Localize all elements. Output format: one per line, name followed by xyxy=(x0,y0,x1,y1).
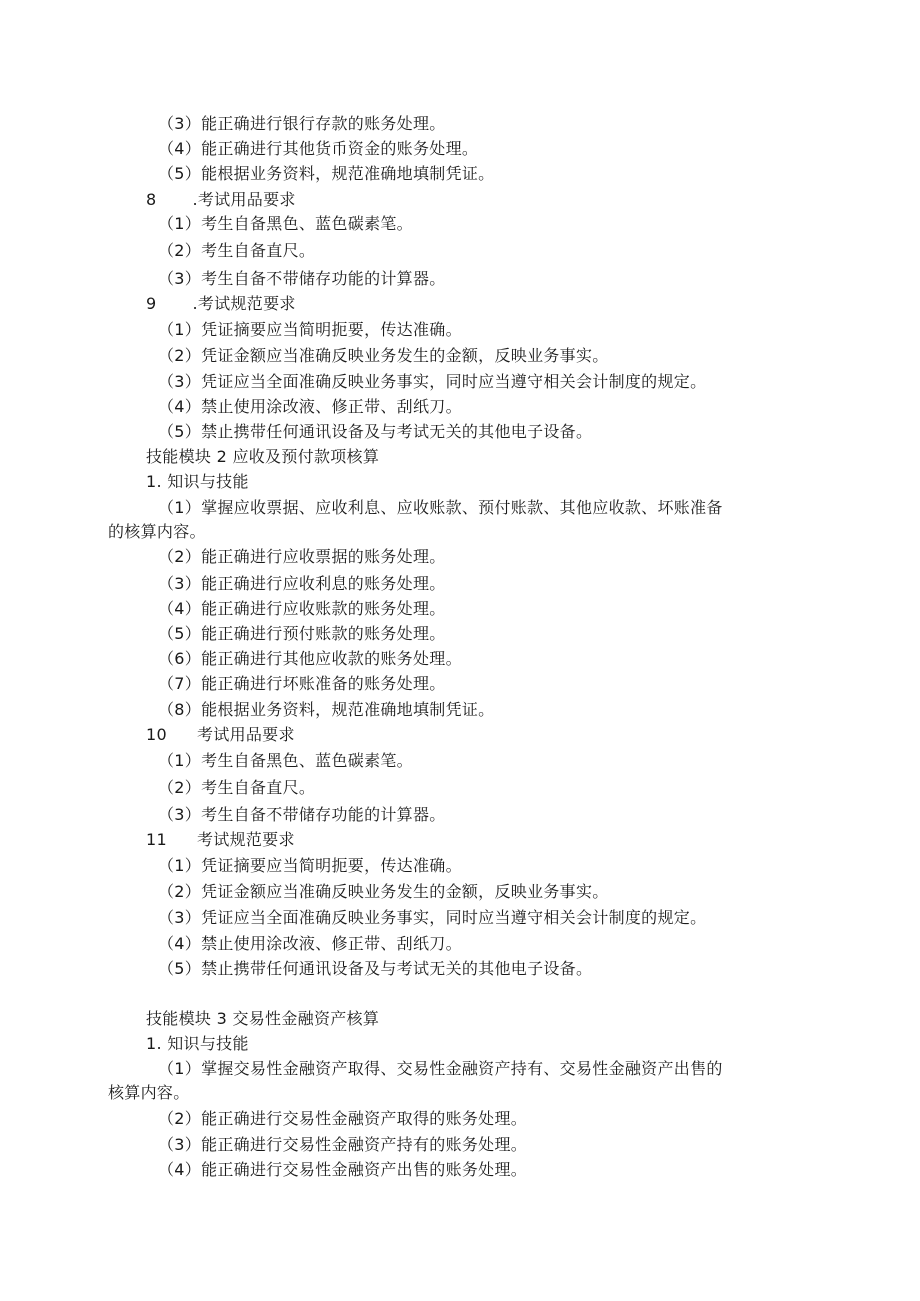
list-item: （2）能正确进行交易性金融资产取得的账务处理。 xyxy=(158,1109,528,1128)
section-heading xyxy=(146,189,296,211)
list-item: （4）禁止使用涂改液、修正带、刮纸刀。 xyxy=(158,397,462,416)
list-item-continuation: 核算内容。 xyxy=(108,1083,190,1102)
list-item: （3）考生自备不带储存功能的计算器。 xyxy=(158,269,446,288)
list-item: （4）能正确进行其他货币资金的账务处理。 xyxy=(158,139,479,158)
module-title: 技能模块 3 交易性金融资产核算 xyxy=(146,1009,380,1028)
list-item: （3）凭证应当全面准确反映业务事实，同时应当遵守相关会计制度的规定。 xyxy=(158,372,707,391)
list-item: （6）能正确进行其他应收款的账务处理。 xyxy=(158,649,462,668)
heading-text: .考试用品要求 xyxy=(192,190,296,209)
heading-number: 8 xyxy=(146,190,157,209)
list-item: （4）能正确进行交易性金融资产出售的账务处理。 xyxy=(158,1160,528,1179)
list-item: （4）能正确进行应收账款的账务处理。 xyxy=(158,599,446,618)
list-item: （5）禁止携带任何通讯设备及与考试无关的其他电子设备。 xyxy=(158,422,593,441)
list-item: （1）掌握应收票据、应收利息、应收账款、预付账款、其他应收款、坏账准备 xyxy=(158,498,723,517)
list-item: （2）凭证金额应当准确反映业务发生的金额，反映业务事实。 xyxy=(158,346,609,365)
list-item: （5）能根据业务资料，规范准确地填制凭证。 xyxy=(158,164,495,183)
list-item: （2）凭证金额应当准确反映业务发生的金额，反映业务事实。 xyxy=(158,882,609,901)
subsection-title: 1. 知识与技能 xyxy=(146,472,249,491)
list-item-continuation: 的核算内容。 xyxy=(108,522,206,541)
list-item: （1）凭证摘要应当简明扼要，传达准确。 xyxy=(158,856,462,875)
heading-number: 9 xyxy=(146,294,157,313)
heading-number: 10 xyxy=(146,725,167,744)
list-item: （3）凭证应当全面准确反映业务事实，同时应当遵守相关会计制度的规定。 xyxy=(158,908,707,927)
list-item: （3）能正确进行应收利息的账务处理。 xyxy=(158,574,446,593)
list-item: （4）禁止使用涂改液、修正带、刮纸刀。 xyxy=(158,934,462,953)
list-item: （5）能正确进行预付账款的账务处理。 xyxy=(158,624,446,643)
list-item: （1）考生自备黑色、蓝色碳素笔。 xyxy=(158,751,413,770)
list-item: （8）能根据业务资料，规范准确地填制凭证。 xyxy=(158,700,495,719)
heading-text: 考试用品要求 xyxy=(196,725,295,744)
list-item: （3）能正确进行银行存款的账务处理。 xyxy=(158,114,446,133)
heading-number: 11 xyxy=(146,830,167,849)
list-item: （5）禁止携带任何通讯设备及与考试无关的其他电子设备。 xyxy=(158,959,593,978)
subsection-title: 1. 知识与技能 xyxy=(146,1034,249,1053)
section-heading xyxy=(146,293,296,315)
list-item: （2）考生自备直尺。 xyxy=(158,778,316,797)
list-item: （1）考生自备黑色、蓝色碳素笔。 xyxy=(158,214,413,233)
section-heading xyxy=(146,829,295,851)
module-title: 技能模块 2 应收及预付款项核算 xyxy=(146,447,380,466)
list-item: （2）考生自备直尺。 xyxy=(158,241,316,260)
list-item: （1）凭证摘要应当简明扼要，传达准确。 xyxy=(158,320,462,339)
list-item: （2）能正确进行应收票据的账务处理。 xyxy=(158,547,446,566)
list-item: （1）掌握交易性金融资产取得、交易性金融资产持有、交易性金融资产出售的 xyxy=(158,1059,723,1078)
heading-text: .考试规范要求 xyxy=(192,294,296,313)
list-item: （3）能正确进行交易性金融资产持有的账务处理。 xyxy=(158,1135,528,1154)
list-item: （7）能正确进行坏账准备的账务处理。 xyxy=(158,674,446,693)
section-heading xyxy=(146,724,295,746)
list-item: （3）考生自备不带储存功能的计算器。 xyxy=(158,805,446,824)
heading-text: 考试规范要求 xyxy=(196,830,295,849)
